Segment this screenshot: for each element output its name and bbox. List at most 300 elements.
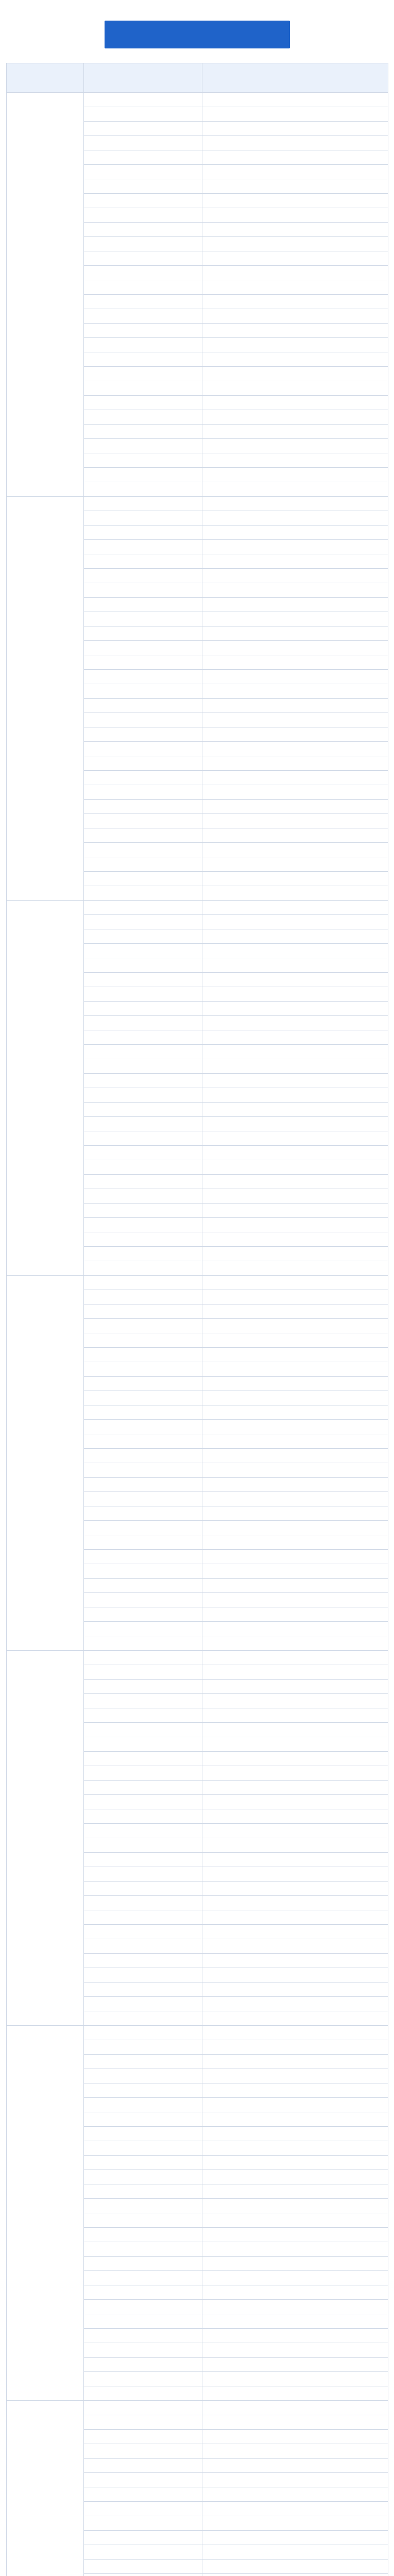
street-cell — [84, 280, 202, 295]
phone-cell — [202, 2285, 388, 2300]
phone-cell — [202, 1434, 388, 1449]
phone-cell — [202, 756, 388, 771]
phone-cell — [202, 1824, 388, 1838]
table-row — [7, 1276, 388, 1290]
phone-cell — [202, 1362, 388, 1377]
phone-cell — [202, 1579, 388, 1593]
street-cell — [84, 901, 202, 915]
street-cell — [84, 2242, 202, 2257]
street-cell — [84, 626, 202, 641]
phone-cell — [202, 1377, 388, 1391]
phone-cell — [202, 872, 388, 886]
street-cell — [84, 425, 202, 439]
street-cell — [84, 338, 202, 352]
street-cell — [84, 1290, 202, 1304]
phone-cell — [202, 1925, 388, 1939]
phone-cell — [202, 2257, 388, 2271]
phone-cell — [202, 2560, 388, 2574]
phone-cell — [202, 2112, 388, 2127]
street-cell — [84, 2213, 202, 2228]
street-cell — [84, 583, 202, 598]
street-cell — [84, 1434, 202, 1449]
phone-cell — [202, 2184, 388, 2199]
street-cell — [84, 2055, 202, 2069]
phone-cell — [202, 2055, 388, 2069]
phone-cell — [202, 136, 388, 150]
street-cell — [84, 2459, 202, 2473]
street-cell — [84, 497, 202, 511]
phone-cell — [202, 1117, 388, 1131]
street-cell — [84, 2531, 202, 2545]
phone-cell — [202, 2487, 388, 2502]
street-cell — [84, 309, 202, 324]
street-cell — [84, 1838, 202, 1853]
street-cell — [84, 208, 202, 223]
phone-cell — [202, 915, 388, 929]
street-cell — [84, 2199, 202, 2213]
district-cell — [7, 901, 84, 1276]
street-cell — [84, 1261, 202, 1276]
phone-cell — [202, 2098, 388, 2112]
phone-cell — [202, 2141, 388, 2156]
street-cell — [84, 237, 202, 251]
phone-cell — [202, 2531, 388, 2545]
phone-cell — [202, 987, 388, 1002]
street-cell — [84, 1391, 202, 1405]
phone-cell — [202, 785, 388, 800]
phone-cell — [202, 2156, 388, 2170]
table-row — [7, 2401, 388, 2415]
district-cell — [7, 93, 84, 497]
phone-cell — [202, 1506, 388, 1521]
phone-cell — [202, 2502, 388, 2516]
street-cell — [84, 1665, 202, 1680]
phone-cell — [202, 396, 388, 410]
district-cell — [7, 1276, 84, 1651]
phone-cell — [202, 1766, 388, 1781]
street-cell — [84, 1968, 202, 1982]
phone-cell — [202, 251, 388, 266]
street-cell — [84, 511, 202, 526]
phone-cell — [202, 1463, 388, 1478]
street-cell — [84, 1030, 202, 1045]
street-cell — [84, 1232, 202, 1247]
street-cell — [84, 2415, 202, 2430]
street-cell — [84, 2040, 202, 2055]
street-cell — [84, 641, 202, 655]
phone-cell — [202, 1809, 388, 1824]
phone-cell — [202, 1304, 388, 1319]
phone-cell — [202, 1708, 388, 1723]
phone-cell — [202, 1088, 388, 1103]
phone-cell — [202, 1939, 388, 1954]
street-cell — [84, 2285, 202, 2300]
phone-cell — [202, 1319, 388, 1333]
phone-cell — [202, 439, 388, 453]
street-cell — [84, 1247, 202, 1261]
street-cell — [84, 684, 202, 699]
phone-cell — [202, 684, 388, 699]
phone-cell — [202, 107, 388, 122]
street-cell — [84, 1925, 202, 1939]
phone-cell — [202, 1160, 388, 1175]
phone-cell — [202, 626, 388, 641]
phone-cell — [202, 2343, 388, 2358]
phone-cell — [202, 1232, 388, 1247]
table-row — [7, 93, 388, 107]
street-cell — [84, 973, 202, 987]
street-cell — [84, 1694, 202, 1708]
phone-cell — [202, 958, 388, 973]
street-cell — [84, 165, 202, 179]
phone-cell — [202, 1002, 388, 1016]
street-cell — [84, 2184, 202, 2199]
street-cell — [84, 2516, 202, 2531]
phone-cell — [202, 453, 388, 468]
street-cell — [84, 2156, 202, 2170]
street-cell — [84, 2011, 202, 2026]
street-cell — [84, 482, 202, 497]
phone-cell — [202, 2358, 388, 2372]
phone-cell — [202, 2459, 388, 2473]
street-cell — [84, 1045, 202, 1059]
street-cell — [84, 468, 202, 482]
phone-cell — [202, 843, 388, 857]
table-row — [7, 497, 388, 511]
street-cell — [84, 1362, 202, 1377]
phone-cell — [202, 771, 388, 785]
street-cell — [84, 1579, 202, 1593]
street-cell — [84, 295, 202, 309]
phone-cell — [202, 1492, 388, 1506]
street-cell — [84, 2372, 202, 2386]
phone-cell — [202, 1247, 388, 1261]
street-cell — [84, 2170, 202, 2184]
street-cell — [84, 1593, 202, 1607]
street-cell — [84, 1117, 202, 1131]
street-cell — [84, 1463, 202, 1478]
table-row — [7, 1651, 388, 1665]
phone-cell — [202, 1896, 388, 1910]
street-cell — [84, 2271, 202, 2285]
street-cell — [84, 179, 202, 194]
street-cell — [84, 1708, 202, 1723]
street-cell — [84, 251, 202, 266]
phone-cell — [202, 1564, 388, 1579]
street-cell — [84, 2473, 202, 2487]
phone-cell — [202, 1982, 388, 1997]
phone-cell — [202, 1218, 388, 1232]
street-cell — [84, 1449, 202, 1463]
street-cell — [84, 2560, 202, 2574]
phone-cell — [202, 973, 388, 987]
street-cell — [84, 1189, 202, 1204]
phone-cell — [202, 655, 388, 670]
street-cell — [84, 727, 202, 742]
street-cell — [84, 2069, 202, 2083]
phone-cell — [202, 1968, 388, 1982]
phone-cell — [202, 468, 388, 482]
phone-cell — [202, 598, 388, 612]
page-title — [105, 21, 290, 48]
street-cell — [84, 857, 202, 872]
street-cell — [84, 1622, 202, 1636]
street-cell — [84, 266, 202, 280]
phone-cell — [202, 2083, 388, 2098]
phone-cell — [202, 800, 388, 814]
phone-cell — [202, 699, 388, 713]
street-cell — [84, 2083, 202, 2098]
street-cell — [84, 1636, 202, 1651]
street-cell — [84, 1651, 202, 1665]
phone-cell — [202, 554, 388, 569]
street-cell — [84, 1882, 202, 1896]
phone-cell — [202, 280, 388, 295]
phone-cell — [202, 1665, 388, 1680]
phone-cell — [202, 540, 388, 554]
street-cell — [84, 194, 202, 208]
phone-cell — [202, 713, 388, 727]
phone-cell — [202, 1954, 388, 1968]
phone-cell — [202, 2545, 388, 2560]
phone-cell — [202, 122, 388, 136]
phone-cell — [202, 2386, 388, 2401]
street-cell — [84, 381, 202, 396]
street-cell — [84, 598, 202, 612]
phone-cell — [202, 1059, 388, 1074]
phone-cell — [202, 2213, 388, 2228]
phone-cell — [202, 1131, 388, 1146]
street-cell — [84, 2098, 202, 2112]
phone-cell — [202, 2473, 388, 2487]
street-cell — [84, 1218, 202, 1232]
street-cell — [84, 1304, 202, 1319]
street-cell — [84, 1146, 202, 1160]
directory-table — [6, 63, 388, 2576]
phone-cell — [202, 1853, 388, 1867]
district-cell — [7, 2401, 84, 2576]
street-cell — [84, 1319, 202, 1333]
phone-cell — [202, 1290, 388, 1304]
phone-cell — [202, 1607, 388, 1622]
phone-cell — [202, 93, 388, 107]
street-cell — [84, 1478, 202, 1492]
street-cell — [84, 1550, 202, 1564]
phone-cell — [202, 828, 388, 843]
street-cell — [84, 886, 202, 901]
street-cell — [84, 1766, 202, 1781]
phone-cell — [202, 583, 388, 598]
street-cell — [84, 987, 202, 1002]
directory-body — [7, 93, 388, 2576]
street-cell — [84, 540, 202, 554]
phone-cell — [202, 1535, 388, 1550]
street-cell — [84, 843, 202, 857]
phone-cell — [202, 1795, 388, 1809]
street-cell — [84, 1276, 202, 1290]
street-cell — [84, 2329, 202, 2343]
phone-cell — [202, 2574, 388, 2576]
table-row — [7, 2026, 388, 2040]
phone-cell — [202, 1391, 388, 1405]
phone-cell — [202, 1867, 388, 1882]
phone-cell — [202, 497, 388, 511]
phone-cell — [202, 1074, 388, 1088]
phone-cell — [202, 1838, 388, 1853]
street-cell — [84, 1016, 202, 1030]
phone-cell — [202, 194, 388, 208]
district-cell — [7, 497, 84, 901]
street-cell — [84, 1910, 202, 1925]
phone-cell — [202, 223, 388, 237]
phone-cell — [202, 1146, 388, 1160]
street-cell — [84, 2228, 202, 2242]
phone-cell — [202, 814, 388, 828]
street-cell — [84, 1204, 202, 1218]
phone-cell — [202, 612, 388, 626]
street-cell — [84, 2502, 202, 2516]
street-cell — [84, 612, 202, 626]
phone-cell — [202, 670, 388, 684]
table-row — [7, 901, 388, 915]
phone-cell — [202, 2199, 388, 2213]
street-cell — [84, 526, 202, 540]
phone-cell — [202, 2300, 388, 2314]
phone-cell — [202, 1752, 388, 1766]
phone-cell — [202, 2069, 388, 2083]
street-cell — [84, 1939, 202, 1954]
street-cell — [84, 1175, 202, 1189]
street-cell — [84, 929, 202, 944]
column-header-street — [84, 63, 202, 93]
street-cell — [84, 107, 202, 122]
street-cell — [84, 122, 202, 136]
street-cell — [84, 713, 202, 727]
street-cell — [84, 828, 202, 843]
phone-cell — [202, 266, 388, 280]
street-cell — [84, 1737, 202, 1752]
street-cell — [84, 742, 202, 756]
phone-cell — [202, 2415, 388, 2430]
phone-cell — [202, 208, 388, 223]
street-cell — [84, 1564, 202, 1579]
phone-cell — [202, 2314, 388, 2329]
phone-cell — [202, 901, 388, 915]
phone-cell — [202, 324, 388, 338]
phone-cell — [202, 1622, 388, 1636]
street-cell — [84, 800, 202, 814]
phone-cell — [202, 2430, 388, 2444]
phone-cell — [202, 381, 388, 396]
street-cell — [84, 2026, 202, 2040]
phone-cell — [202, 2329, 388, 2343]
street-cell — [84, 1333, 202, 1348]
phone-cell — [202, 352, 388, 367]
street-cell — [84, 2112, 202, 2127]
phone-cell — [202, 1030, 388, 1045]
phone-cell — [202, 237, 388, 251]
street-cell — [84, 1781, 202, 1795]
street-cell — [84, 1405, 202, 1420]
phone-cell — [202, 2372, 388, 2386]
street-cell — [84, 453, 202, 468]
street-cell — [84, 2127, 202, 2141]
street-cell — [84, 2300, 202, 2314]
phone-cell — [202, 1103, 388, 1117]
column-header-district — [7, 63, 84, 93]
street-cell — [84, 872, 202, 886]
street-cell — [84, 1723, 202, 1737]
phone-cell — [202, 1680, 388, 1694]
phone-cell — [202, 150, 388, 165]
phone-cell — [202, 2127, 388, 2141]
phone-cell — [202, 1478, 388, 1492]
street-cell — [84, 136, 202, 150]
street-cell — [84, 352, 202, 367]
phone-cell — [202, 1781, 388, 1795]
street-cell — [84, 2401, 202, 2415]
street-cell — [84, 439, 202, 453]
phone-cell — [202, 2026, 388, 2040]
phone-cell — [202, 2170, 388, 2184]
phone-cell — [202, 742, 388, 756]
phone-cell — [202, 2271, 388, 2285]
street-cell — [84, 1377, 202, 1391]
phone-cell — [202, 2228, 388, 2242]
phone-cell — [202, 1521, 388, 1535]
phone-cell — [202, 727, 388, 742]
street-cell — [84, 1997, 202, 2011]
street-cell — [84, 2314, 202, 2329]
phone-cell — [202, 309, 388, 324]
phone-cell — [202, 367, 388, 381]
street-cell — [84, 1535, 202, 1550]
street-cell — [84, 2444, 202, 2459]
phone-cell — [202, 1333, 388, 1348]
phone-cell — [202, 526, 388, 540]
street-cell — [84, 1160, 202, 1175]
phone-cell — [202, 1910, 388, 1925]
phone-cell — [202, 1016, 388, 1030]
phone-cell — [202, 1348, 388, 1362]
phone-cell — [202, 2011, 388, 2026]
street-cell — [84, 1103, 202, 1117]
phone-cell — [202, 1882, 388, 1896]
phone-cell — [202, 410, 388, 425]
street-cell — [84, 1492, 202, 1506]
street-cell — [84, 771, 202, 785]
street-cell — [84, 670, 202, 684]
phone-cell — [202, 511, 388, 526]
street-cell — [84, 569, 202, 583]
street-cell — [84, 150, 202, 165]
street-cell — [84, 1607, 202, 1622]
phone-cell — [202, 1651, 388, 1665]
street-cell — [84, 756, 202, 771]
phone-cell — [202, 1636, 388, 1651]
street-cell — [84, 2430, 202, 2444]
street-cell — [84, 699, 202, 713]
phone-cell — [202, 857, 388, 872]
street-cell — [84, 1954, 202, 1968]
street-cell — [84, 944, 202, 958]
street-cell — [84, 1074, 202, 1088]
street-cell — [84, 1867, 202, 1882]
street-cell — [84, 1680, 202, 1694]
street-cell — [84, 1088, 202, 1103]
phone-cell — [202, 165, 388, 179]
street-cell — [84, 2545, 202, 2560]
